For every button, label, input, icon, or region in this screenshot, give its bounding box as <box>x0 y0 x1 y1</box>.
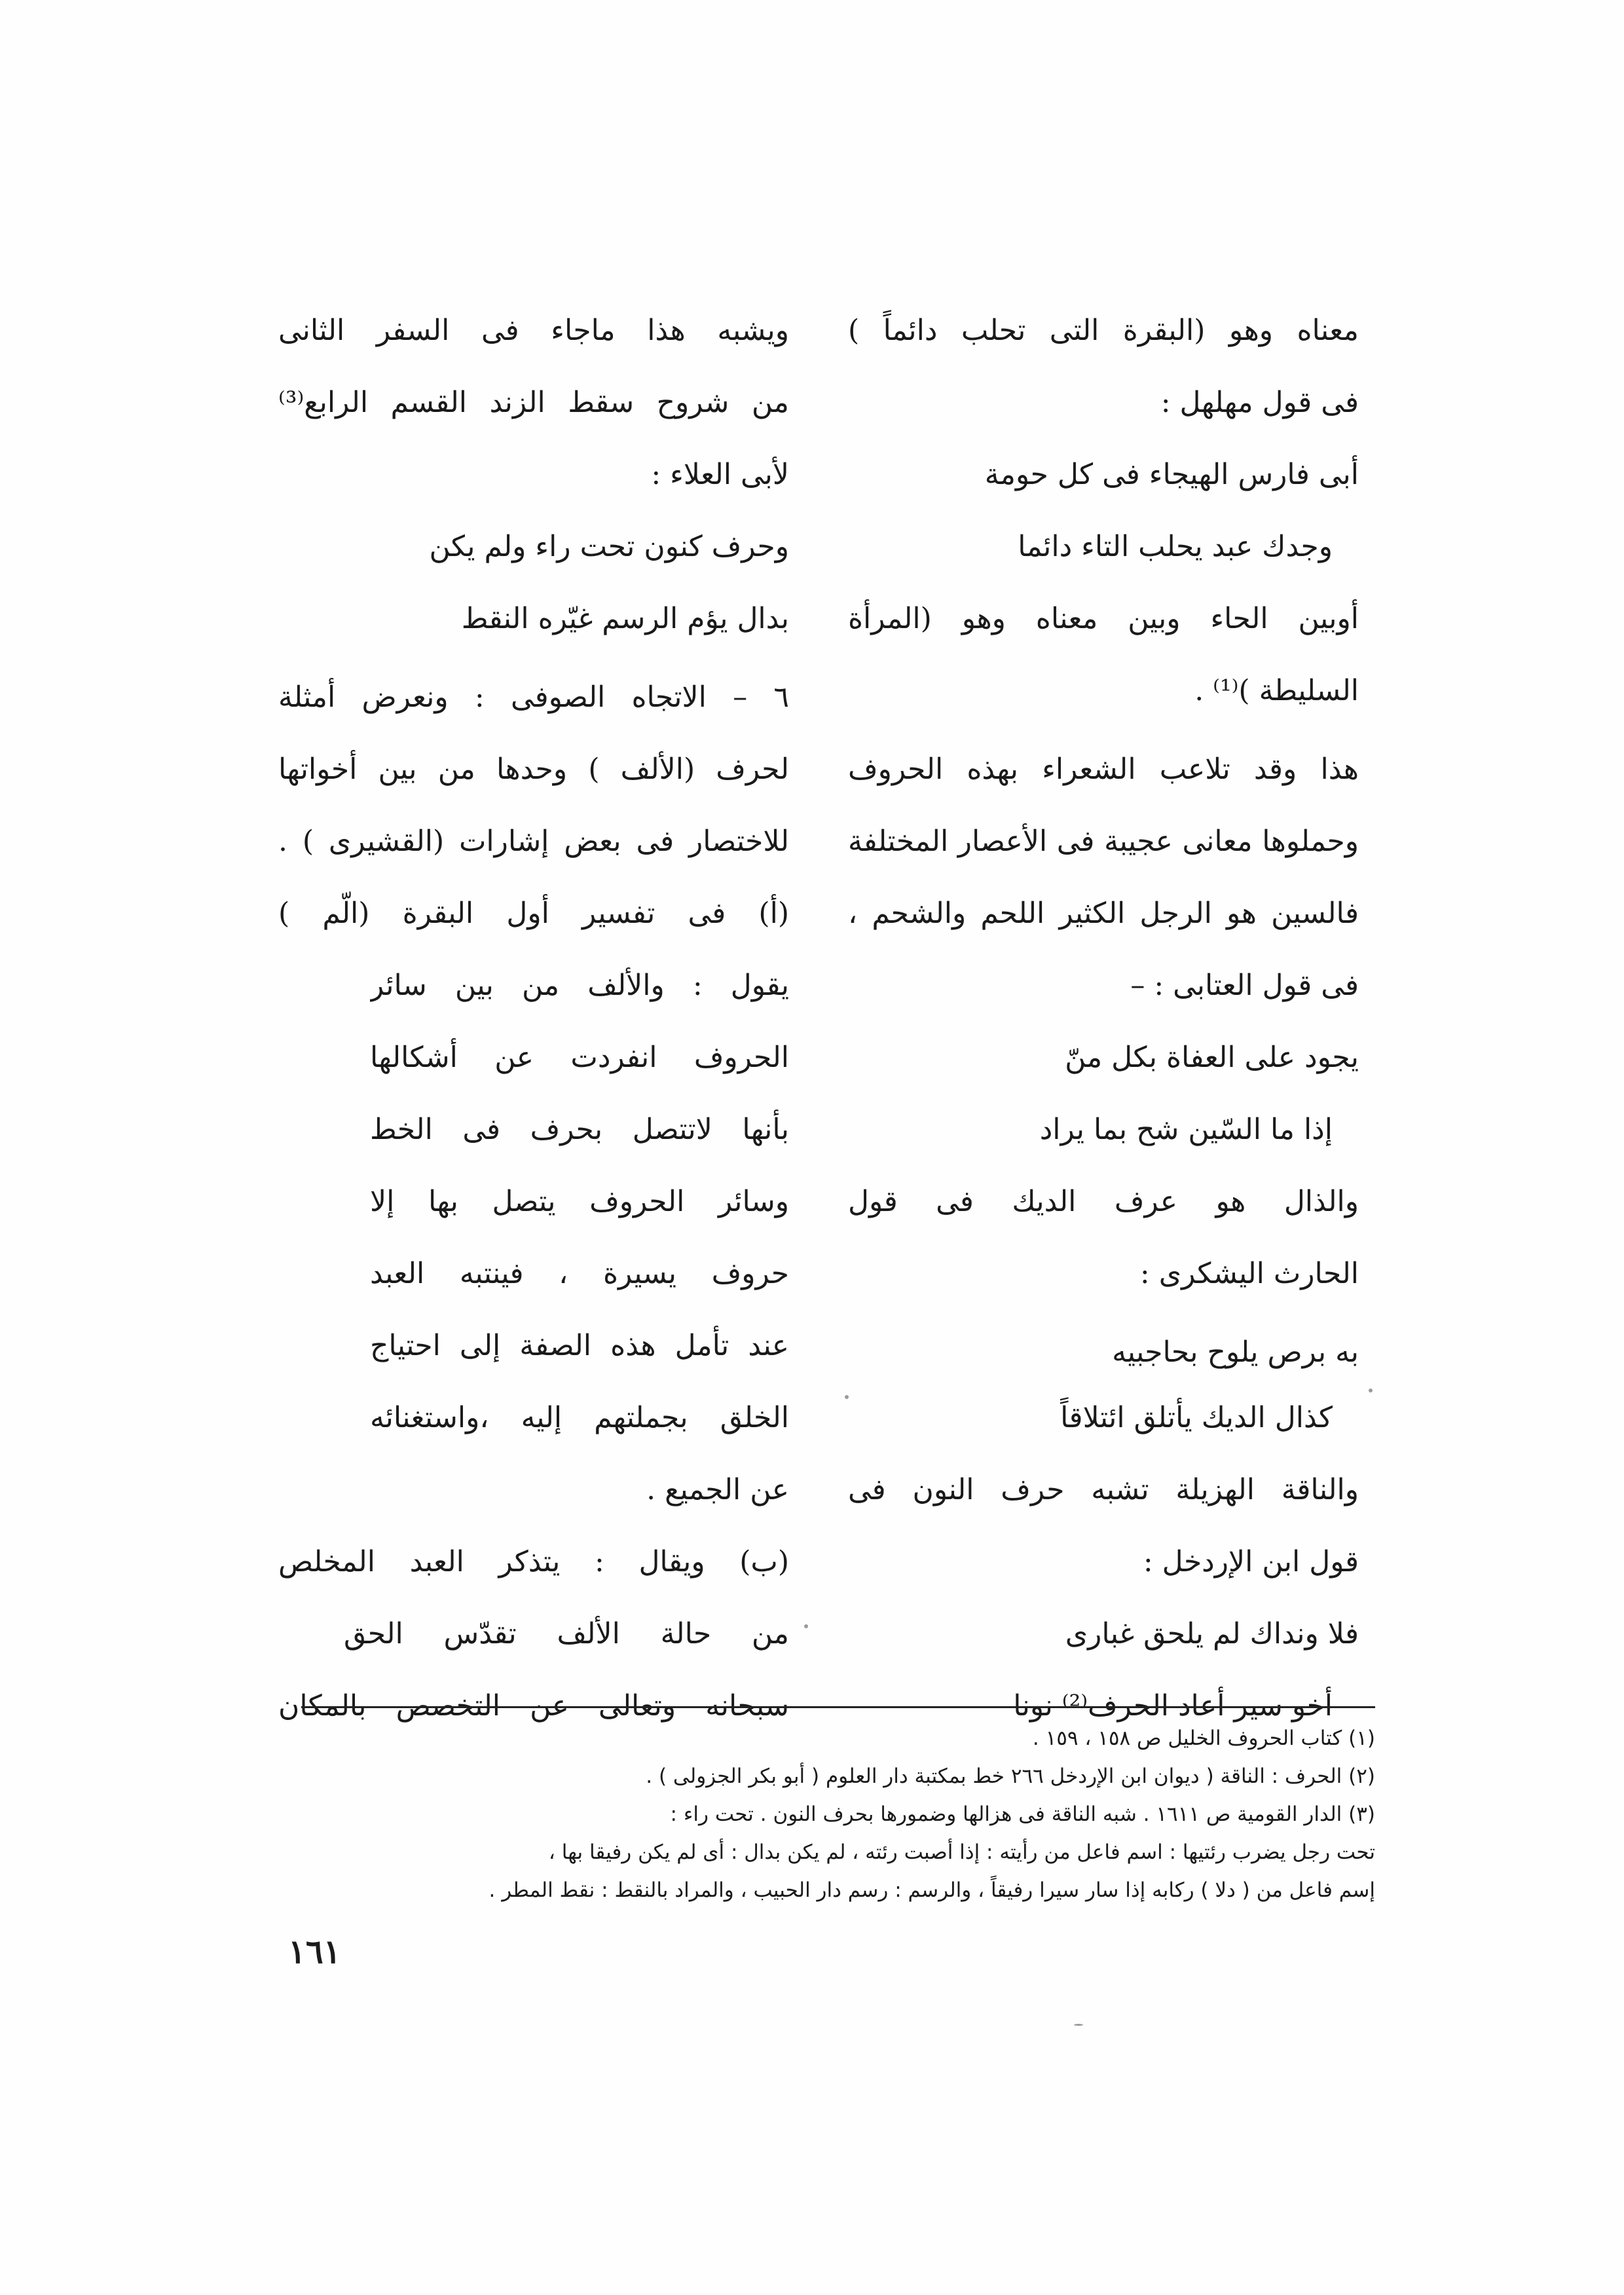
text-line: وسائر الحروف يتصل بها إلا <box>370 1185 789 1218</box>
text-line: معناه وهو (البقرة التى تحلب دائماً ) <box>848 314 1359 347</box>
page-number: ١٦١ <box>288 1932 341 1971</box>
footnote: (٢) الحرف : الناقة ( ديوان ابن الإردخل ٢٦٦ خط بمكتبة دار العلوم ( أبو بكر الجزولى ) . <box>646 1764 1375 1788</box>
verse-line: إذا ما السّين شح بما يراد <box>1039 1113 1333 1146</box>
text-line: ويشبه هذا ماجاء فى السفر الثانى <box>278 314 789 347</box>
text-line: من شروح سقط الزند القسم الرابع⁽³⁾ <box>278 386 789 419</box>
verse-line: أبى فارس الهيجاء فى كل حومة <box>984 458 1359 491</box>
footnote: إسم فاعل من ( دلا ) ركابه إذا سار سيرا رفيقاً ، والرسم : رسم دار الحبيب ، والمراد بالنقط : نقط المطر . <box>489 1878 1375 1902</box>
print-speck <box>1074 2024 1083 2026</box>
text-line: وحملوها معانى عجيبة فى الأعصار المختلفة <box>848 825 1359 858</box>
text-line: والناقة الهزيلة تشبه حرف النون فى <box>848 1473 1359 1506</box>
text-line: (ب) ويقال : يتذكر العبد المخلص <box>278 1545 789 1578</box>
text-line: عن الجميع . <box>646 1473 789 1506</box>
print-speck <box>845 1395 849 1399</box>
text-line: من حالة الألف تقدّس الحق <box>344 1617 789 1651</box>
verse-line: كذال الديك يأتلق ائتلاقاً <box>1060 1401 1333 1434</box>
footnote-divider <box>301 1706 1375 1708</box>
print-speck <box>1369 1389 1373 1392</box>
text-line: يقول : والألف من بين سائر <box>370 969 789 1002</box>
text-line: بأنها لاتتصل بحرف فى الخط <box>370 1113 789 1146</box>
text-line: السليطة )⁽¹⁾ . <box>1194 674 1359 707</box>
footnote: (٣) الدار القومية ص ١٦١١ . شبه الناقة فى هزالها وضمورها بحرف النون . تحت راء : <box>670 1802 1375 1826</box>
text-line: أوبين الحاء وبين معناه وهو (المرأة <box>848 602 1359 635</box>
text-line: الحارث اليشكرى : <box>1139 1257 1359 1290</box>
text-line: قول ابن الإردخل : <box>1143 1545 1359 1578</box>
text-line: والذال هو عرف الديك فى قول <box>848 1185 1359 1218</box>
verse-line: بدال يؤم الرسم غيّره النقط <box>461 602 789 635</box>
verse-line: فلا ونداك لم يلحق غبارى <box>1065 1617 1359 1651</box>
text-line: هذا وقد تلاعب الشعراء بهذه الحروف <box>848 753 1359 786</box>
text-line: الحروف انفردت عن أشكالها <box>370 1041 789 1074</box>
text-line: حروف يسيرة ، فينتبه العبد <box>370 1257 789 1290</box>
verse-line: وحرف كنون تحت راء ولم يكن <box>429 530 789 563</box>
text-line: لأبى العلاء : <box>651 458 789 491</box>
text-line: (أ) فى تفسير أول البقرة (الّم ) <box>278 897 789 930</box>
footnote: (١) كتاب الحروف الخليل ص ١٥٨ ، ١٥٩ . <box>1032 1726 1375 1750</box>
text-line: سبحانه وتعالى عن التخصص بالمكان <box>278 1689 789 1723</box>
print-speck <box>804 1624 808 1628</box>
text-line: لحرف (الألف ) وحدها من بين أخواتها <box>278 753 789 786</box>
verse-line: وجدك عبد يحلب التاء دائما <box>1018 530 1333 563</box>
verse-line: يجود على العفاة بكل منّ <box>1065 1041 1359 1074</box>
text-line: فى قول مهلهل : <box>1160 386 1359 419</box>
text-line: فالسين هو الرجل الكثير اللحم والشحم ، <box>848 897 1359 930</box>
section-heading-line: ٦ – الاتجاه الصوفى : ونعرض أمثلة <box>278 681 789 714</box>
text-line: للاختصار فى بعض إشارات (القشيرى ) . <box>278 825 789 858</box>
text-line: الخلق بجملتهم إليه ،واستغنائه <box>370 1401 789 1434</box>
text-line: فى قول العتابى : – <box>1130 969 1359 1002</box>
footnote: تحت رجل يضرب رئتيها : اسم فاعل من رأيته : إذا أصبت رئته ، لم يكن بدال : أى لم يكن رفيقا بها ، <box>548 1840 1375 1864</box>
verse-line: به برص يلوح بحاجبيه <box>1112 1335 1359 1369</box>
verse-line: أخو سير أعاد الحرف⁽²⁾ نونا <box>1013 1689 1333 1723</box>
text-line: عند تأمل هذه الصفة إلى احتياج <box>370 1329 789 1362</box>
